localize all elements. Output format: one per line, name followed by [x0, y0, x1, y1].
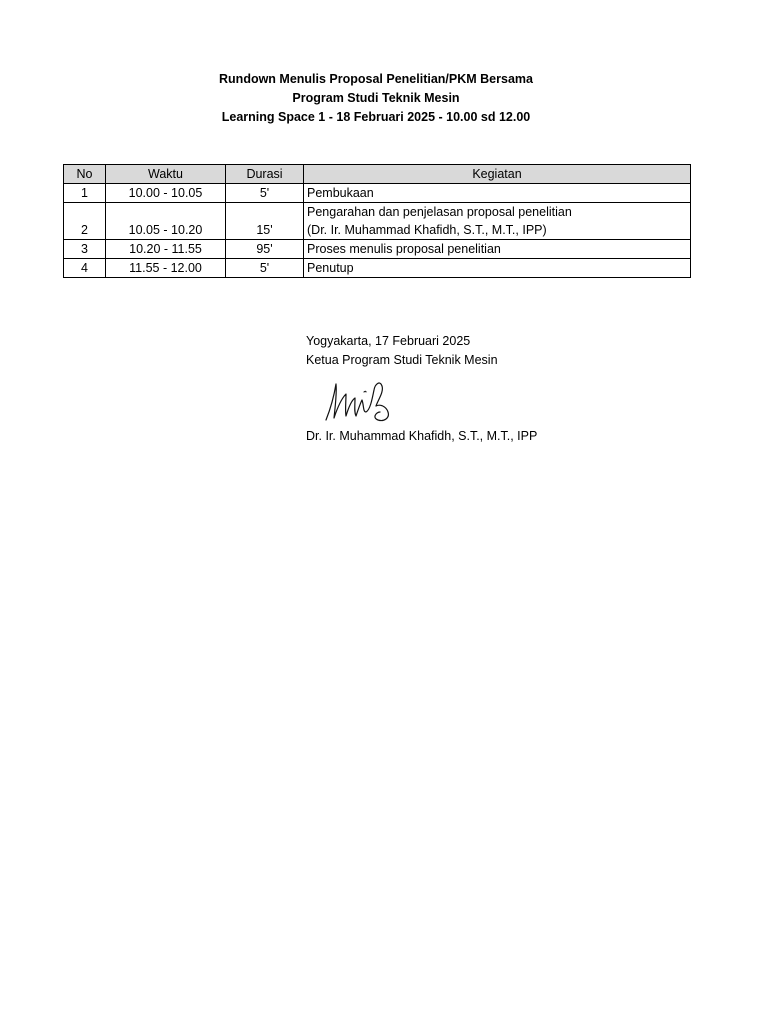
table-row [64, 259, 691, 278]
cell-kegiatan [304, 203, 691, 240]
signer-name: Dr. Ir. Muhammad Khafidh, S.T., M.T., IPP [306, 429, 538, 443]
cell-waktu: 11.55 - 12.00 [106, 259, 226, 278]
title-line-2: Program Studi Teknik Mesin [292, 91, 460, 105]
cell-kegiatan: Proses menulis proposal penelitian [304, 240, 691, 259]
signature-block [306, 332, 498, 370]
cell-no: 3 [64, 240, 106, 259]
handwritten-signature [322, 376, 394, 426]
place-date: Yogyakarta, 17 Februari 2025 [306, 334, 471, 348]
cell-waktu: 10.20 - 11.55 [106, 240, 226, 259]
cell-no: 2 [64, 203, 106, 240]
column-header-waktu: Waktu [106, 165, 226, 184]
kegiatan-line-2: (Dr. Ir. Muhammad Khafidh, S.T., M.T., IPP) [307, 223, 547, 237]
cell-kegiatan: Penutup [304, 259, 691, 278]
column-header-kegiatan: Kegiatan [304, 165, 691, 184]
cell-waktu: 10.00 - 10.05 [106, 184, 226, 203]
column-header-durasi: Durasi [226, 165, 304, 184]
table-row [64, 240, 691, 259]
table-row [64, 203, 691, 240]
title-line-1: Rundown Menulis Proposal Penelitian/PKM Bersama [219, 72, 533, 86]
cell-waktu: 10.05 - 10.20 [106, 203, 226, 240]
table-header-row [64, 165, 691, 184]
cell-kegiatan: Pembukaan [304, 184, 691, 203]
signer-position: Ketua Program Studi Teknik Mesin [306, 353, 498, 367]
rundown-table [63, 164, 691, 278]
column-header-no: No [64, 165, 106, 184]
document-title [0, 70, 752, 127]
cell-durasi: 15' [226, 203, 304, 240]
cell-durasi: 5' [226, 259, 304, 278]
cell-no: 4 [64, 259, 106, 278]
cell-durasi: 5' [226, 184, 304, 203]
table-row [64, 184, 691, 203]
kegiatan-line-1: Pengarahan dan penjelasan proposal penelitian [307, 205, 572, 219]
title-line-3: Learning Space 1 - 18 Februari 2025 - 10.00 sd 12.00 [221, 110, 531, 124]
cell-no: 1 [64, 184, 106, 203]
cell-durasi: 95' [226, 240, 304, 259]
